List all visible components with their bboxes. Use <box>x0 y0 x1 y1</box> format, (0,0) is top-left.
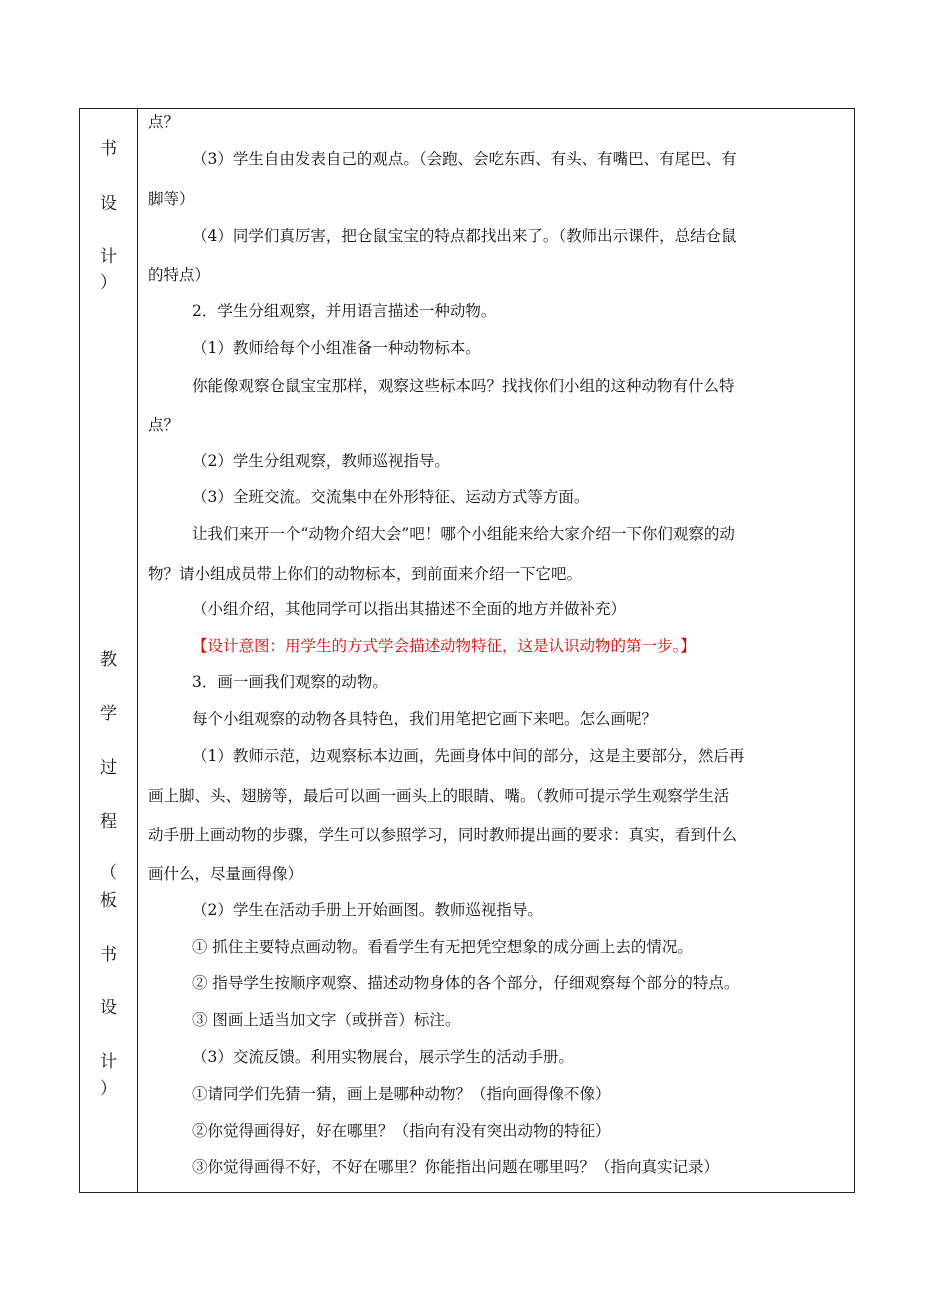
section-label-char: 书 <box>100 139 117 159</box>
section-label-char: ） <box>100 273 117 293</box>
text-line: 画什么，尽量画得像） <box>148 865 304 883</box>
text-line: 点？ <box>148 416 180 434</box>
text-line: （2）学生在活动手册上开始画图。教师巡视指导。 <box>192 901 543 919</box>
text-line: （1）教师示范，边观察标本边画，先画身体中间的部分，这是主要部分，然后再 <box>192 747 745 765</box>
text-line: ① 抓住主要特点画动物。看看学生有无把凭空想象的成分画上去的情况。 <box>192 938 693 956</box>
text-line: 脚等） <box>148 190 195 208</box>
section-label-char: 过 <box>100 758 117 778</box>
text-line: （3）全班交流。交流集中在外形特征、运动方式等方面。 <box>192 488 590 506</box>
text-line: （3）交流反馈。利用实物展台，展示学生的活动手册。 <box>192 1048 574 1066</box>
section-label-char: 板 <box>100 891 117 911</box>
section-label-char: 计 <box>100 1052 117 1072</box>
text-line: 每个小组观察的动物各具特色，我们用笔把它画下来吧。怎么画呢？ <box>192 710 658 728</box>
section-label-char: ） <box>100 1079 117 1099</box>
text-line: （小组介绍，其他同学可以指出其描述不全面的地方并做补充） <box>192 600 627 618</box>
text-line: 让我们来开一个“动物介绍大会”吧！哪个小组能来给大家介绍一下你们观察的动 <box>192 525 735 543</box>
text-line: ③你觉得画得不好，不好在哪里？你能指出问题在哪里吗？（指向真实记录） <box>192 1158 720 1176</box>
text-line: （1）教师给每个小组准备一种动物标本。 <box>192 339 481 357</box>
text-line: 点？ <box>148 113 180 131</box>
section-label-char: 学 <box>100 704 117 724</box>
text-line: ②你觉得画得好，好在哪里？（指向有没有突出动物的特征） <box>192 1122 611 1140</box>
text-line: ② 指导学生按顺序观察、描述动物身体的各个部分，仔细观察每个部分的特点。 <box>192 974 740 992</box>
text-line: 你能像观察仓鼠宝宝那样，观察这些标本吗？找找你们小组的这种动物有什么特 <box>192 377 735 395</box>
text-line: （3）学生自由发表自己的观点。（会跑、会吃东西、有头、有嘴巴、有尾巴、有 <box>192 150 737 168</box>
section-label-char: 教 <box>100 650 117 670</box>
section-label-char: 程 <box>100 812 117 832</box>
design-intent-note: 【设计意图：用学生的方式学会描述动物特征，这是认识动物的第一步。】 <box>192 637 696 655</box>
text-line: 2．学生分组观察，并用语言描述一种动物。 <box>192 302 497 320</box>
text-line: 动手册上画动物的步骤，学生可以参照学习，同时教师提出画的要求：真实，看到什么 <box>148 826 738 844</box>
text-line: （2）学生分组观察，教师巡视指导。 <box>192 452 450 470</box>
section-label-char: （ <box>100 863 117 883</box>
text-line: ①请同学们先猜一猜，画上是哪种动物？（指向画得像不像） <box>192 1085 611 1103</box>
text-line: 物？请小组成员带上你们的动物标本，到前面来介绍一下它吧。 <box>148 565 583 583</box>
section-label-column <box>80 109 138 1192</box>
section-label-char: 设 <box>100 998 117 1018</box>
section-label-char: 书 <box>100 945 117 965</box>
text-line: 画上脚、头、翅膀等，最后可以画一画头上的眼睛、嘴。（教师可提示学生观察学生活 <box>148 787 730 805</box>
text-line: 3．画一画我们观察的动物。 <box>192 673 388 691</box>
text-line: （4）同学们真厉害，把仓鼠宝宝的特点都找出来了。（教师出示课件，总结仓鼠 <box>192 227 737 245</box>
section-label-char: 设 <box>100 194 117 214</box>
lesson-plan-table <box>79 108 855 1193</box>
section-label-char: 计 <box>100 247 117 267</box>
text-line: 的特点） <box>148 266 211 284</box>
text-line: ③ 图画上适当加文字（或拼音）标注。 <box>192 1011 461 1029</box>
